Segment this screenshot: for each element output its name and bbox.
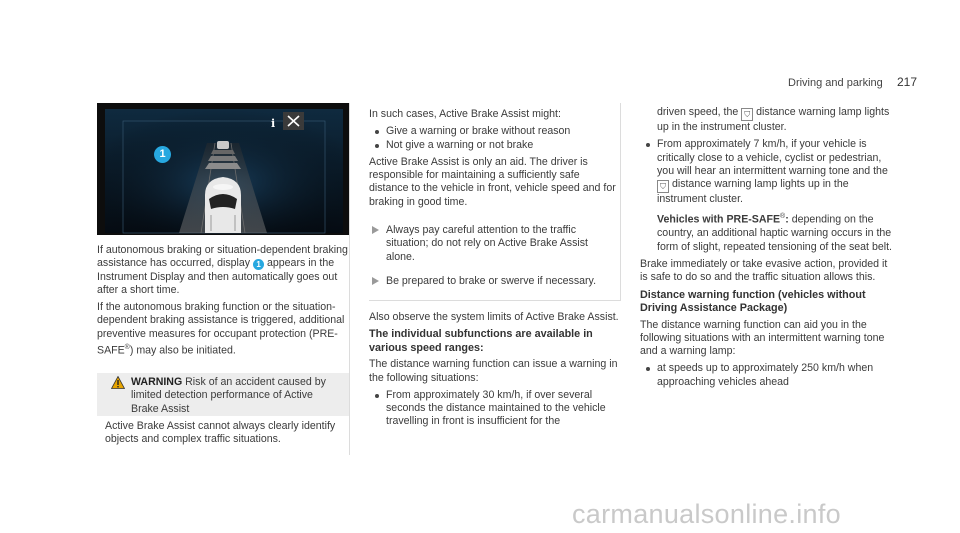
callout-badge-1-inline: 1 xyxy=(253,259,264,270)
paragraph-display: If autonomous braking or situation-dependent braking assistance has occurred, display 1 appears in the Instrument Display and then automatically goes out after a short time. xyxy=(97,244,348,296)
warning-heading: WARNING Risk of an accident caused by limited detection performance of Active Brake Assist xyxy=(131,376,326,415)
info-icon: i xyxy=(271,117,276,130)
column-3 xyxy=(640,106,895,393)
callout-badge-1: 1 xyxy=(154,146,171,163)
paragraph-observe: Also observe the system limits of Active Brake Assist. xyxy=(369,311,619,323)
page-number: 217 xyxy=(897,75,918,89)
paragraph-continued: driven speed, the ⛉ distance warning lamp lights up in the instrument cluster. xyxy=(657,106,890,133)
paragraph-brake: Brake immediately or take evasive action, provided it is safe to do so and the traffic situation allows this. xyxy=(640,257,888,284)
instruction-step: Always pay careful attention to the traffic situation; do not rely on Active Brake Assist alone. xyxy=(369,224,619,264)
instrument-display-figure xyxy=(97,103,349,235)
distance-warning-list xyxy=(369,389,619,429)
might-list xyxy=(369,125,619,152)
heading-speed-ranges: The individual subfunctions are available in various speed ranges: xyxy=(369,328,593,354)
distance-warning-lamp-icon: ⛉ xyxy=(657,180,669,193)
paragraph-intro: In such cases, Active Brake Assist might: xyxy=(369,108,561,120)
running-header: Driving and parking xyxy=(788,77,883,89)
paragraph-dwf: The distance warning function can aid you in the following situations with an intermittent warning tone and a warning lamp: xyxy=(640,318,885,358)
distance-warning-lamp-icon: ⛉ xyxy=(741,108,753,121)
list-item: Not give a warning or not brake xyxy=(369,139,619,152)
instruction-step: Be prepared to brake or swerve if necessary. xyxy=(369,275,619,288)
step-arrow-icon xyxy=(372,277,379,285)
step-arrow-icon xyxy=(372,226,379,234)
column-divider-1 xyxy=(349,103,350,455)
warning-body: Active Brake Assist cannot always clearly identify objects and complex traffic situations. xyxy=(105,420,336,446)
column-2 xyxy=(369,108,619,299)
vehicle-ahead-icon xyxy=(217,141,229,149)
list-item: Give a warning or brake without reason xyxy=(369,125,619,138)
column-2-lower xyxy=(369,311,619,433)
watermark: carmanualsonline.info xyxy=(572,499,841,529)
instrument-display-graphic xyxy=(97,103,349,235)
paragraph-aid: Active Brake Assist is only an aid. The driver is responsible for maintaining a sufficiently safe distance to the vehicle in front, vehicle speed and for braking in good time. xyxy=(369,155,616,208)
paragraph-distance-warning: The distance warning function can issue a warning in the following situations: xyxy=(369,358,618,384)
column-divider-2 xyxy=(620,103,621,300)
own-vehicle-graphic xyxy=(205,177,241,233)
distance-warning-list-continued xyxy=(640,138,895,206)
warning-box xyxy=(97,373,349,455)
list-item: From approximately 30 km/h, if over several seconds the distance maintained to the vehicle travelling in front is insufficient for the xyxy=(369,389,619,429)
list-item: From approximately 7 km/h, if your vehicle is critically close to a vehicle, cyclist or pedestrian, you will hear an intermittent warning tone and the ⛉ distance warning lamp lights up in the instrument cluster. xyxy=(640,138,895,206)
column-1 xyxy=(97,244,349,362)
warning-triangle-icon xyxy=(111,376,125,389)
paragraph-pre-safe: If the autonomous braking function or the situation-dependent braking assistance is triggered, additional preventive measures for occupant protection (PRE-SAFE®) may also be initiated. xyxy=(97,301,345,357)
paragraph-pre-safe-vehicles: Vehicles with PRE-SAFE®: depending on the country, an additional haptic warning occurs in the form of slight, repeated tensioning of the seat belt. xyxy=(657,213,892,253)
dwf-list xyxy=(640,362,895,389)
box-bottom-rule xyxy=(369,300,621,301)
list-item: at speeds up to approximately 250 km/h when approaching vehicles ahead xyxy=(640,362,895,389)
heading-distance-warning-function: Distance warning function (vehicles without Driving Assistance Package) xyxy=(640,288,866,314)
